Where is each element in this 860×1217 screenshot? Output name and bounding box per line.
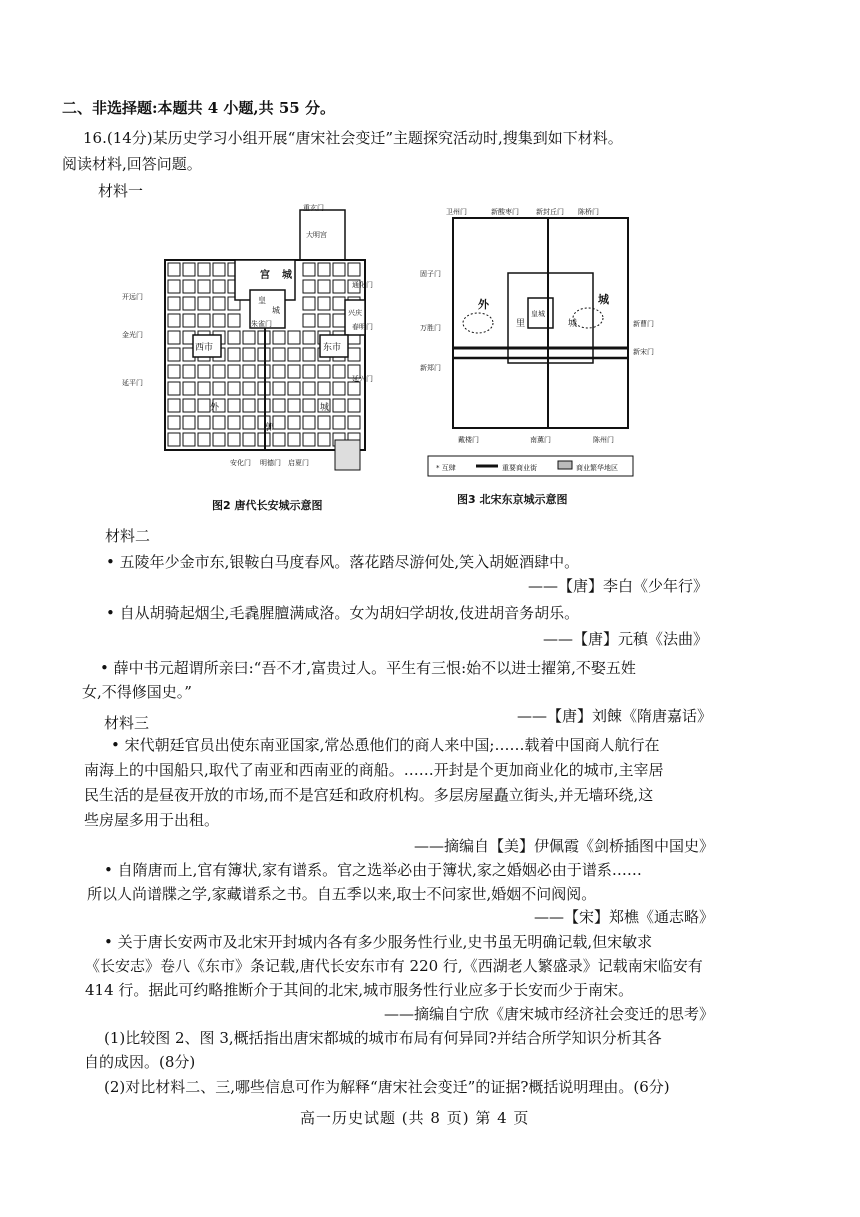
m2-item1-source: ——【唐】李白《少年行》 (527, 577, 708, 595)
m2-item3-text2: 女,不得修国史。” (82, 683, 192, 701)
m2-item2-text: • 自从胡骑起烟尘,毛毳腥膻满咸洛。女为胡妇学胡妆,伎进胡音务胡乐。 (106, 604, 580, 622)
m3-item1-line3: 民生活的是昼夜开放的市场,而不是宫廷和政府机构。多层房屋矗立街头,并无墙环绕,这 (84, 786, 654, 804)
m2-item3-text1: • 薛中书元超谓所亲曰:“吾不才,富贵过人。平生有三恨:始不以进士擢第,不娶五姓 (100, 659, 636, 677)
m3-item1-line4: 些房屋多用于出租。 (84, 811, 220, 829)
section-title: 二、非选择题:本题共 4 小题,共 55 分。 (62, 99, 335, 117)
svg-text:郭: 郭 (265, 423, 275, 433)
svg-text:卫州门: 卫州门 (446, 208, 467, 216)
svg-text:里: 里 (516, 319, 526, 329)
svg-text:皇: 皇 (258, 296, 266, 305)
svg-text:新宋门: 新宋门 (633, 348, 654, 356)
svg-text:城: 城 (282, 270, 292, 281)
material-1-label: 材料一 (98, 182, 144, 200)
svg-text:启夏门: 启夏门 (288, 459, 309, 467)
material-3-label: 材料三 (104, 714, 150, 732)
svg-text:南薰门: 南薰门 (530, 436, 551, 444)
svg-text:延兴门: 延兴门 (352, 375, 373, 383)
svg-text:新封丘门: 新封丘门 (536, 208, 564, 216)
svg-text:新酸枣门: 新酸枣门 (491, 208, 519, 216)
svg-text:皇城: 皇城 (531, 310, 545, 318)
question-1-line1: (1)比较图 2、图 3,概括指出唐宋都城的城市布局有何异同?并结合所学知识分析其各 (104, 1029, 662, 1047)
svg-text:重要商业街: 重要商业街 (502, 464, 537, 472)
svg-text:城: 城 (568, 319, 578, 329)
m3-item2-line1: • 自隋唐而上,官有簿状,家有谱系。官之选举必由于簿状,家之婚姻必由于谱系…… (104, 861, 642, 879)
svg-text:重玄门: 重玄门 (303, 204, 324, 212)
m2-item3-source: ——【唐】刘餗《隋唐嘉话》 (516, 707, 712, 725)
page-footer: 高一历史试题 (共 8 页) 第 4 页 (300, 1109, 530, 1127)
svg-text:延平门: 延平门 (122, 379, 143, 387)
svg-text:城: 城 (598, 293, 609, 306)
material-2-label: 材料二 (105, 527, 151, 545)
svg-text:商业繁华地区: 商业繁华地区 (576, 464, 618, 472)
question-2-line1: (2)对比材料二、三,哪些信息可作为解释“唐宋社会变迁”的证据?概括说明理由。(6分) (104, 1078, 670, 1096)
m2-item2-source: ——【唐】元稹《法曲》 (542, 630, 708, 648)
svg-text:金光门: 金光门 (122, 331, 143, 339)
svg-text:春明门: 春明门 (352, 323, 373, 331)
question-1-line2: 自的成因。(8分) (84, 1053, 196, 1071)
svg-text:* 互肆: * 互肆 (436, 464, 456, 472)
m3-item2-line2: 所以人尚谱牒之学,家藏谱系之书。自五季以来,取士不问家世,婚姻不问阀阅。 (87, 885, 597, 903)
svg-text:戴楼门: 戴楼门 (458, 436, 479, 444)
svg-text:外: 外 (210, 403, 220, 413)
svg-text:新曹门: 新曹门 (633, 320, 654, 328)
svg-text:安化门: 安化门 (230, 459, 251, 467)
m2-item1-text: • 五陵年少金市东,银鞍白马度春风。落花踏尽游何处,笑入胡姬酒肆中。 (106, 553, 580, 571)
svg-text:固子门: 固子门 (420, 270, 441, 278)
m3-item3-line1: • 关于唐长安两市及北宋开封城内各有多少服务性行业,史书虽无明确记载,但宋敏求 (104, 933, 653, 951)
m3-item1-source: ——摘编自【美】伊佩霞《剑桥插图中国史》 (413, 837, 714, 855)
m3-item3-line2: 《长安志》卷八《东市》条记载,唐代长安东市有 220 行,《西湖老人繁盛录》记载南宋临安有 (85, 957, 703, 975)
svg-text:通化门: 通化门 (352, 281, 373, 289)
svg-text:西市: 西市 (195, 343, 214, 353)
svg-text:陈桥门: 陈桥门 (578, 208, 599, 216)
svg-text:大明宫: 大明宫 (306, 231, 327, 239)
m3-item1-line2: 南海上的中国船只,取代了南亚和西南亚的商船。……开封是个更加商业化的城市,主宰居 (84, 761, 664, 779)
m3-item1-line1: • 宋代朝廷官员出使东南亚国家,常怂恿他们的商人来中国;……载着中国商人航行在 (111, 736, 660, 754)
svg-text:陈州门: 陈州门 (593, 436, 614, 444)
fig2-changan-map (120, 195, 390, 485)
m3-item3-source: ——摘编自宁欣《唐宋城市经济社会变迁的思考》 (383, 1005, 714, 1023)
q16-line2: 阅读材料,回答问题。 (62, 155, 202, 173)
svg-text:兴庆: 兴庆 (348, 309, 362, 317)
fig3-caption: 图3 北宋东京城示意图 (457, 493, 568, 506)
svg-text:明德门: 明德门 (260, 459, 281, 467)
svg-text:开远门: 开远门 (122, 293, 143, 301)
svg-text:宫: 宫 (260, 270, 270, 281)
svg-text:城: 城 (272, 306, 280, 315)
m3-item2-source: ——【宋】郑樵《通志略》 (533, 908, 714, 926)
svg-text:朱雀门: 朱雀门 (251, 320, 272, 328)
svg-text:万胜门: 万胜门 (420, 324, 441, 332)
fig3-dongjing-map (418, 198, 663, 483)
m3-item3-line3: 414 行。据此可约略推断介于其间的北宋,城市服务性行业应多于长安而少于南宋。 (85, 981, 634, 999)
svg-text:城: 城 (320, 403, 330, 413)
svg-text:外: 外 (478, 298, 489, 311)
fig2-caption: 图2 唐代长安城示意图 (212, 499, 323, 512)
svg-text:东市: 东市 (323, 343, 342, 353)
q16-line1: 16.(14分)某历史学习小组开展“唐宋社会变迁”主题探究活动时,搜集到如下材料。 (83, 129, 623, 147)
svg-text:新郑门: 新郑门 (420, 364, 441, 372)
